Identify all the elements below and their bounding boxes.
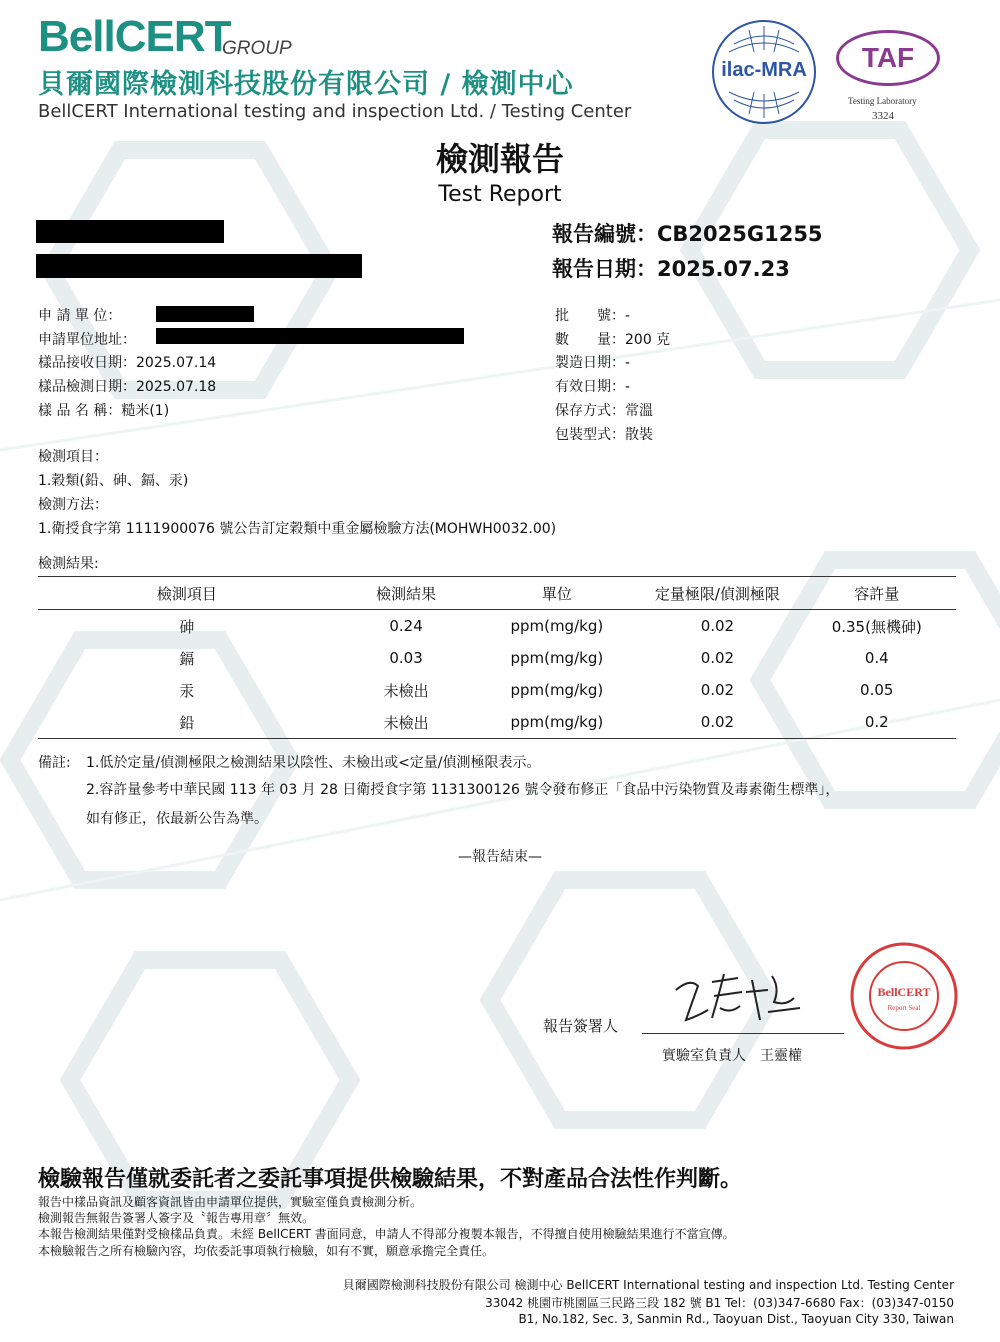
cell-result: 未檢出 xyxy=(383,681,429,700)
disclaimer-line: 本檢驗報告之所有檢驗內容，均依委託事項執行檢驗，如有不實，願意承擔完全責任。 xyxy=(38,1244,495,1258)
table-row xyxy=(38,674,956,706)
report-number: 報告編號：CB2025G1255 xyxy=(552,222,823,246)
cell-result: 0.03 xyxy=(389,649,423,667)
report-seal-stamp xyxy=(848,940,960,1052)
sample-name: 樣 品 名 稱：糙米(1) xyxy=(38,403,170,419)
cell-item: 鎘 xyxy=(179,649,195,668)
handwritten-signature xyxy=(668,968,808,1030)
report-date: 報告日期：2025.07.23 xyxy=(552,257,790,281)
sample-test-date: 樣品檢測日期：2025.07.18 xyxy=(38,379,217,395)
applicant-name-label: 申 請 單 位： xyxy=(38,308,122,324)
signature-line xyxy=(642,1033,844,1034)
company-name-cn: 貝爾國際檢測科技股份有限公司 / 檢測中心 xyxy=(38,69,574,100)
cell-item: 砷 xyxy=(179,617,195,636)
test-items-text: 1.穀類(鉛、砷、鎘、汞) xyxy=(38,473,189,489)
cell-unit: ppm(mg/kg) xyxy=(510,649,604,667)
table-row xyxy=(38,610,956,643)
footer-address-en: B1, No.182, Sec. 3, Sanmin Rd., Taoyuan Dist., Taoyuan City 330, Taiwan xyxy=(518,1312,954,1326)
col-result: 檢測結果 xyxy=(336,577,476,610)
disclaimer-line: 檢測報告無報告簽署人簽字及〝報告專用章〞無效。 xyxy=(38,1211,315,1225)
cell-tolerance: 0.4 xyxy=(864,649,889,667)
quantity: 數 量：200 克 xyxy=(555,332,671,348)
cell-result: 0.24 xyxy=(389,617,423,635)
storage-method: 保存方式：常溫 xyxy=(555,403,653,419)
cell-limit: 0.02 xyxy=(700,617,735,635)
cell-tolerance: 0.35(無機砷) xyxy=(831,617,922,636)
test-method-heading: 檢測方法： xyxy=(38,497,108,513)
logo-group-text: GROUP xyxy=(222,38,292,59)
test-items-heading: 檢測項目： xyxy=(38,449,108,465)
cell-limit: 0.02 xyxy=(700,681,735,699)
report-end-mark: —報告結束— xyxy=(458,849,542,865)
redaction-block xyxy=(36,220,224,243)
col-tolerance: 容許量 xyxy=(797,577,956,610)
disclaimer-line: 本報告檢測結果僅對受檢樣品負責。未經 BellCERT 書面同意，申請人不得部分複製本報告，不得擅自使用檢驗結果進行不當宣傳。 xyxy=(38,1227,735,1241)
bellcert-logo: BellCERT xyxy=(38,12,231,61)
footer-address-cn: 33042 桃園市桃園區三民路三段 182 號 B1 Tel：(03)347-6680 Fax：(03)347-0150 xyxy=(485,1296,954,1310)
taf-logo xyxy=(836,30,940,86)
taf-text: TAF xyxy=(861,42,915,73)
test-method-text: 1.衛授食字第 1111900076 號公告訂定穀類中重金屬檢驗方法(MOHWH0032.00) xyxy=(38,521,557,537)
taf-number: 3324 xyxy=(872,110,894,122)
cell-unit: ppm(mg/kg) xyxy=(510,681,604,699)
col-limit: 定量極限/偵測極限 xyxy=(637,577,797,610)
batch-number: 批 號：- xyxy=(555,308,631,324)
footer-company: 貝爾國際檢測科技股份有限公司 檢測中心 BellCERT International testing and inspection Ltd. Testing Center xyxy=(342,1278,954,1292)
applicant-address-label: 申請單位地址： xyxy=(38,332,136,348)
ilac-mra-logo xyxy=(712,20,816,124)
disclaimer-main: 檢驗報告僅就委託者之委託事項提供檢驗結果，不對產品合法性作判斷。 xyxy=(38,1167,743,1192)
packaging-type: 包裝型式：散裝 xyxy=(555,427,653,443)
note-line-2: 2.容許量參考中華民國 113 年 03 月 28 日衛授食字第 1131300126 號令發布修正「食品中污染物質及毒素衛生標準」， xyxy=(86,782,840,798)
signatory-label: 報告簽署人 xyxy=(543,1017,619,1035)
redaction-block xyxy=(156,306,254,322)
signatory-name: 實驗室負責人 王靈權 xyxy=(662,1048,802,1064)
cell-tolerance: 0.2 xyxy=(797,706,956,739)
table-header-row xyxy=(38,577,956,610)
report-title-cn: 檢測報告 xyxy=(435,140,564,178)
sample-receive-date: 樣品接收日期：2025.07.14 xyxy=(38,355,217,371)
results-heading: 檢測結果: xyxy=(38,556,99,572)
disclaimer-line: 報告中樣品資訊及顧客資訊皆由申請單位提供，實驗室僅負責檢測分析。 xyxy=(38,1195,423,1209)
notes-label: 備註: xyxy=(38,755,71,771)
cell-item: 鉛 xyxy=(38,706,336,739)
redaction-block xyxy=(156,328,464,344)
seal-brand: BellCERT xyxy=(877,985,931,999)
cell-unit: ppm(mg/kg) xyxy=(476,706,637,739)
table-row xyxy=(38,642,956,674)
results-table xyxy=(38,576,956,739)
cell-result: 未檢出 xyxy=(336,706,476,739)
seal-sub: Report Seal xyxy=(887,1004,921,1012)
expiry-date: 有效日期：- xyxy=(555,379,631,395)
company-name-en: BellCERT International testing and inspection Ltd. / Testing Center xyxy=(38,101,632,122)
report-title-en: Test Report xyxy=(438,182,562,207)
cell-limit: 0.02 xyxy=(637,706,797,739)
note-line-1: 1.低於定量/偵測極限之檢測結果以陰性、未檢出或<定量/偵測極限表示。 xyxy=(86,755,541,771)
ilac-text: ilac-MRA xyxy=(721,59,807,81)
cell-limit: 0.02 xyxy=(700,649,735,667)
col-test-item: 檢測項目 xyxy=(38,577,336,610)
redaction-block xyxy=(36,254,362,278)
cell-tolerance: 0.05 xyxy=(860,681,894,699)
table-row xyxy=(38,706,956,739)
manufacture-date: 製造日期：- xyxy=(555,355,631,371)
col-unit: 單位 xyxy=(476,577,637,610)
cell-item: 汞 xyxy=(179,681,195,700)
taf-subtitle: Testing Laboratory xyxy=(848,96,917,106)
cell-unit: ppm(mg/kg) xyxy=(510,617,604,635)
note-line-3: 如有修正，依最新公告為準。 xyxy=(86,811,268,827)
